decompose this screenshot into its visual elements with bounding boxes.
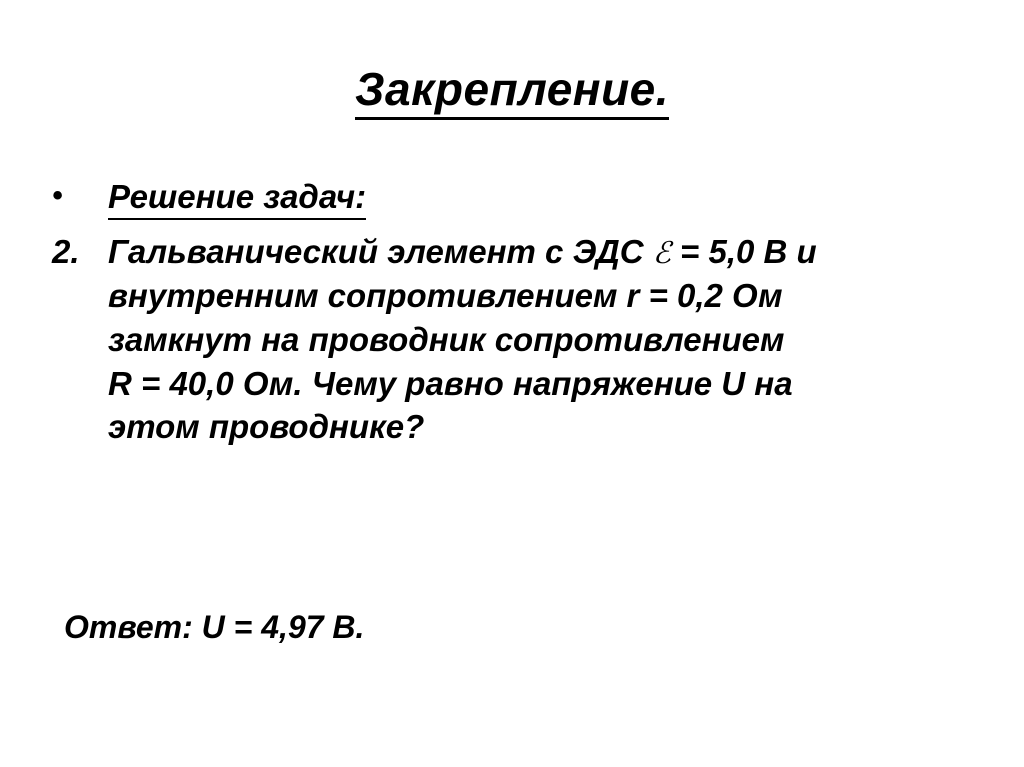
bullet-marker-icon: • [52,179,63,212]
numbered-item-marker: 2. [52,232,80,270]
problem-line5: этом проводнике? [108,408,425,446]
bullet-item-solving-problems [52,178,972,220]
page-title [0,62,1024,116]
page-title-text: Закрепление. [355,63,669,120]
emf-symbol: ℰ [652,235,671,271]
problem-line1-pre: Гальванический элемент с ЭДС [108,232,653,270]
numbered-item-text [108,230,972,449]
problem-line2: внутренним сопротивлением r = 0,2 Ом [108,276,783,314]
problem-line4: R = 40,0 Ом. Чему равно напряжение U на [108,364,793,402]
problem-line1-post: = 5,0 В и [670,232,817,270]
bullet-item-label: Решение задач: [108,178,366,220]
problem-line3: замкнут на проводник сопротивлением [108,320,785,358]
answer-text: Ответ: U = 4,97 В. [64,609,365,645]
numbered-item-problem-2 [52,230,972,449]
slide-body [52,178,972,449]
